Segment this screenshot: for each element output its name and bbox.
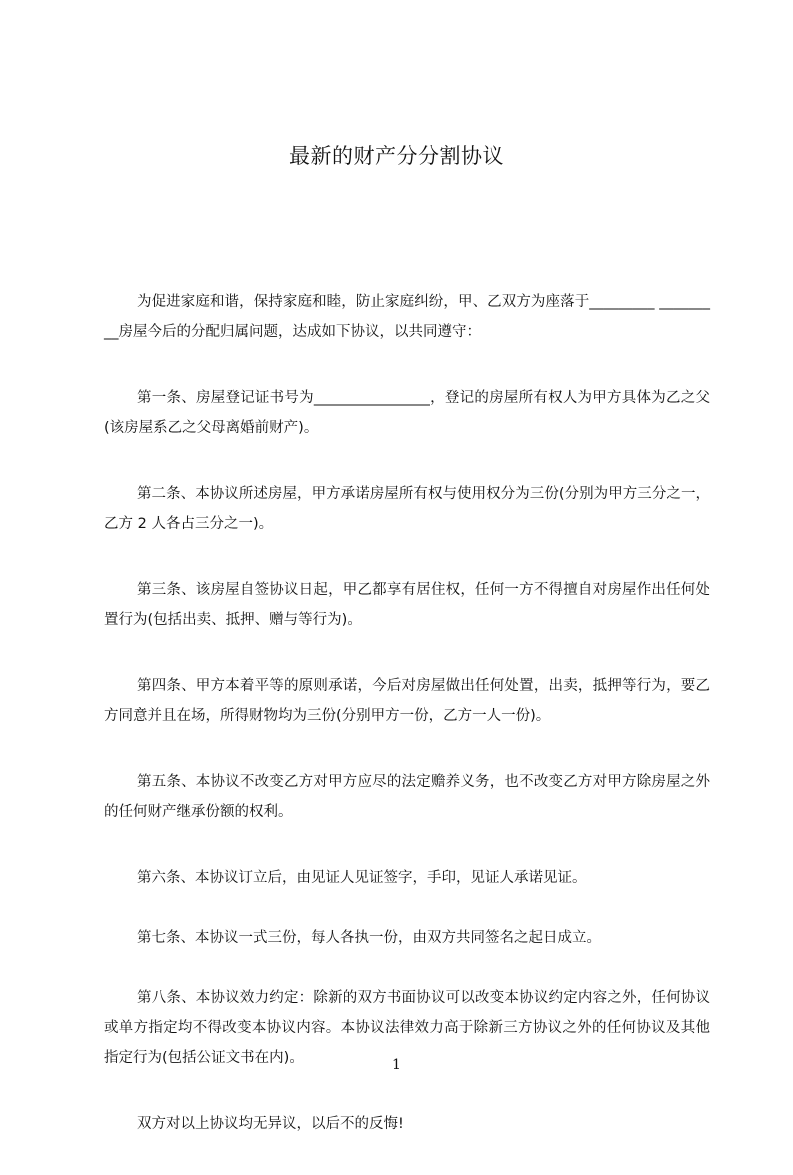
paragraph-closing: 双方对以上协议均无异议，以后不的反悔! [137,1116,404,1132]
paragraph-article-4: 第四条、甲方本着平等的原则承诺，今后对房屋做出任何处置，出卖，抵押等行为，要乙方同意并且在场，所得财物均为三份(分别甲方一份，乙方一人一份)。 [104,678,710,724]
document-body [104,287,710,1175]
paragraph-article-1: 第一条、房屋登记证书号为________________，登记的房屋所有权人为甲方具体为乙之父(该房屋系乙之父母离婚前财产)。 [104,390,710,436]
paragraph-article-6: 第六条、本协议订立后，由见证人见证签字，手印，见证人承诺见证。 [137,870,587,886]
paragraph-preamble: 为促进家庭和谐，保持家庭和睦，防止家庭纠纷，甲、乙双方为座落于_________ _________房屋今后的分配归属问题，达成如下协议，以共同遵守： [104,294,710,340]
paragraph-article-5: 第五条、本协议不改变乙方对甲方应尽的法定赡养义务，也不改变乙方对甲方除房屋之外的任何财产继承份额的权利。 [104,774,710,820]
document-title: 最新的财产分分割协议 [289,144,504,168]
paragraph-article-7: 第七条、本协议一式三份，每人各执一份，由双方共同签名之起日成立。 [137,930,601,946]
paragraph-article-2: 第二条、本协议所述房屋，甲方承诺房屋所有权与使用权分为三份(分别为甲方三分之一，乙方 2 人各占三分之一)。 [104,486,710,532]
paragraph-article-3: 第三条、该房屋自签协议日起，甲乙都享有居住权，任何一方不得擅自对房屋作出任何处置行为(包括出卖、抵押、赠与等行为)。 [104,582,710,628]
page-number: 1 [392,1057,401,1073]
paragraph-article-8: 第八条、本协议效力约定：除新的双方书面协议可以改变本协议约定内容之外，任何协议或单方指定均不得改变本协议内容。本协议法律效力高于除新三方协议之外的任何协议及其他指定行为(包括公证文书在内)。 [104,990,710,1066]
